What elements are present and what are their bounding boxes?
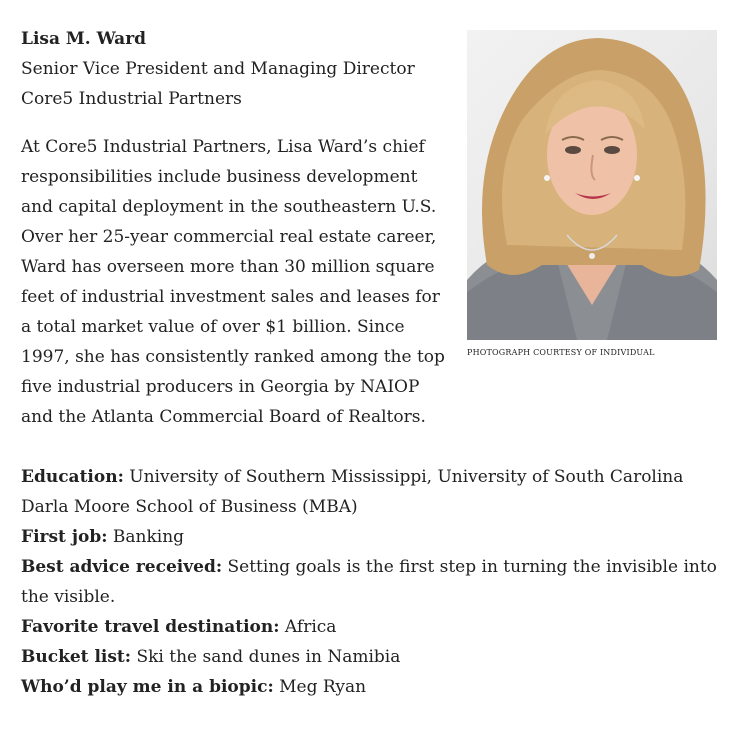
fact-value: Meg Ryan (273, 677, 367, 697)
portrait-photo (467, 30, 717, 340)
fact-biopic (21, 672, 721, 702)
profile-text-column (21, 24, 451, 432)
profile-name: Lisa M. Ward (21, 29, 147, 49)
profile-header-section (21, 24, 721, 444)
fact-label: Favorite travel destination: (21, 617, 280, 637)
photo-figure (467, 30, 717, 357)
profile-facts (21, 462, 721, 702)
profile-bio: At Core5 Industrial Partners, Lisa Ward’s chief responsibilities include business development and capital deployment in the southeastern U.S. Over her 25-year commercial real estate career, Ward has overseen more than 30 million square feet of industrial investment sales and leases for a total market value of over $1 billion. Since 1997, she has consistently ranked among the top five industrial producers in Georgia by NAIOP and the Atlanta Commercial Board of Realtors. (21, 137, 445, 427)
fact-bucket-list (21, 642, 721, 672)
fact-label: Bucket list: (21, 647, 132, 667)
fact-label: Who’d play me in a biopic: (21, 677, 274, 697)
fact-travel-destination (21, 612, 721, 642)
fact-value: Banking (107, 527, 185, 547)
fact-education (21, 462, 721, 522)
profile-company: Core5 Industrial Partners (21, 89, 242, 109)
profile-title: Senior Vice President and Managing Director (21, 59, 415, 79)
profile-article (21, 24, 721, 697)
photo-caption: PHOTOGRAPH COURTESY OF INDIVIDUAL (467, 348, 655, 357)
fact-value: Africa (279, 617, 337, 637)
fact-label: Education: (21, 467, 124, 487)
portrait-illustration (467, 30, 717, 340)
fact-label: Best advice received: (21, 557, 223, 577)
fact-value: Setting goals is the first step in turning the invisible into the visible. (21, 557, 717, 607)
fact-value: Ski the sand dunes in Namibia (131, 647, 401, 667)
fact-value: University of Southern Mississippi, University of South Carolina Darla Moore School of Business (MBA) (21, 467, 684, 517)
fact-first-job (21, 522, 721, 552)
fact-best-advice (21, 552, 721, 612)
fact-label: First job: (21, 527, 108, 547)
